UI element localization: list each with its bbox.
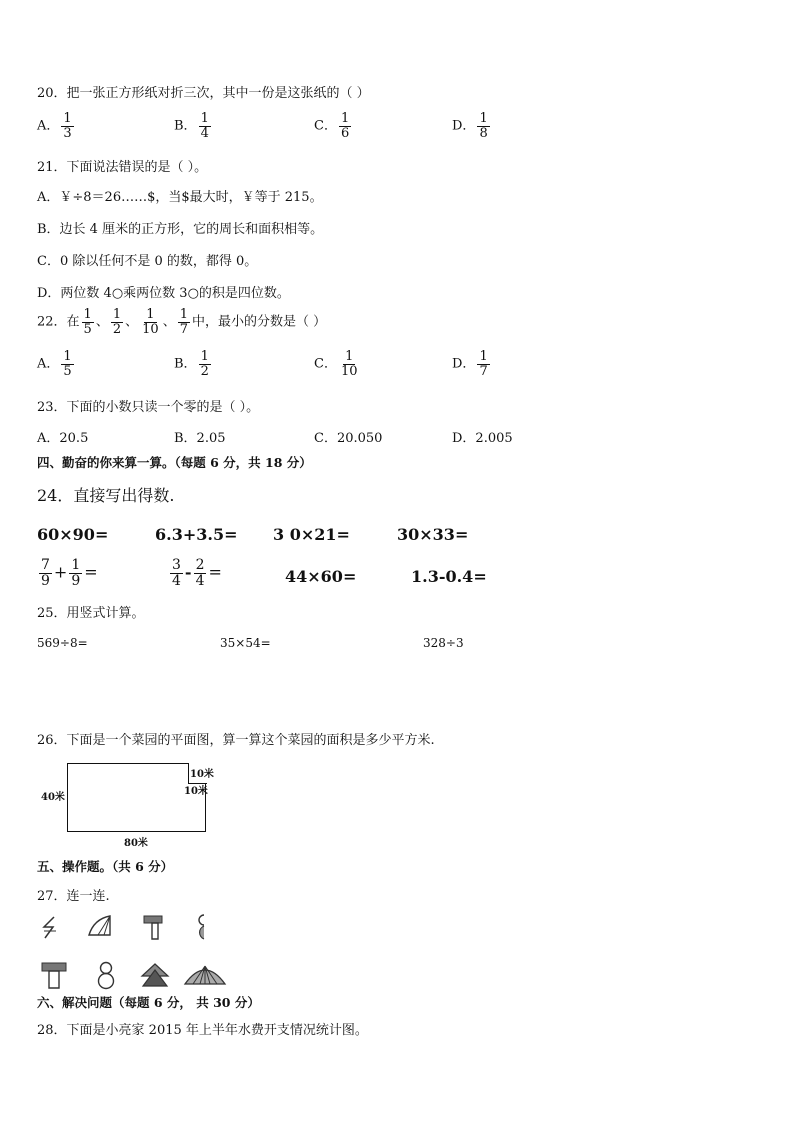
denominator: 9 (71, 572, 81, 589)
numerator: 1 (179, 307, 188, 322)
option-label: C． (314, 118, 337, 134)
denominator: 6 (340, 125, 350, 141)
numerator: 1 (200, 349, 209, 364)
denominator: 2 (112, 321, 122, 337)
garden-label-cut-top: 10米 (190, 769, 214, 780)
denominator: 4 (195, 572, 205, 589)
numerator: 2 (195, 557, 205, 573)
q22-option-c[interactable] (314, 350, 362, 378)
numerator: 1 (345, 349, 354, 364)
garden-label-left: 40米 (41, 792, 65, 803)
vertical-calc-item: 35×54= (220, 636, 271, 650)
separator: 、 (95, 314, 109, 330)
numerator: 1 (63, 349, 72, 364)
vertical-calc-item: 328÷3 (423, 636, 464, 650)
separator: 、 (125, 314, 139, 330)
q20-option-b[interactable] (174, 112, 213, 140)
fraction (477, 112, 489, 140)
umbrella-icon[interactable] (183, 962, 227, 988)
numerator: 1 (83, 307, 92, 322)
denominator: 4 (200, 125, 209, 141)
fraction (339, 112, 351, 140)
section-6-heading: 六、解决问题（每题 6 分， 共 30 分） (37, 995, 260, 1010)
denominator: 4 (172, 572, 181, 589)
q21-option-c[interactable]: C．0 除以任何不是 0 的数，都得 0。 (37, 254, 258, 269)
q22-option-a[interactable] (37, 350, 76, 378)
option-label: D． (452, 118, 476, 134)
q26-stem: 26．下面是一个菜园的平面图，算一算这个菜园的面积是多少平方米. (37, 733, 435, 748)
half-snowman-icon[interactable] (194, 913, 210, 941)
q20-option-a[interactable] (37, 112, 76, 140)
section-5-heading: 五、操作题。（共 6 分） (37, 859, 174, 874)
section-4-heading: 四、勤奋的你来算一算。（每题 6 分，共 18 分） (37, 455, 312, 470)
fraction (477, 350, 489, 378)
q23-option-d[interactable]: D．2.005 (452, 431, 513, 446)
numerator: 1 (340, 111, 350, 126)
denominator: 9 (41, 572, 50, 589)
q27-stem: 27．连一连. (37, 889, 110, 904)
option-label: D． (452, 356, 476, 372)
numerator: 1 (146, 307, 155, 322)
fraction (339, 350, 360, 378)
fraction (69, 558, 82, 588)
calc-item: 44×60= (285, 567, 357, 586)
q20-option-d[interactable] (452, 112, 492, 140)
q20-option-c[interactable] (314, 112, 353, 140)
numerator: 7 (41, 557, 50, 573)
garden-plan-rectangle (67, 763, 206, 832)
tent-pattern-icon[interactable] (140, 962, 170, 988)
option-label: A． (37, 356, 60, 372)
denominator: 2 (200, 363, 209, 379)
denominator: 3 (63, 125, 72, 141)
option-label: A． (37, 118, 60, 134)
fraction (178, 308, 190, 336)
q22-option-d[interactable] (452, 350, 492, 378)
denominator: 5 (83, 321, 92, 337)
q21-option-a[interactable]: A．￥÷8＝26……$，当$最大时，￥等于 215。 (37, 190, 323, 205)
q23-option-b[interactable]: B．2.05 (174, 431, 226, 446)
q23-option-c[interactable]: C．20.050 (314, 431, 383, 446)
garden-label-bottom: 80米 (124, 838, 148, 849)
fraction (170, 558, 183, 588)
option-label: C． (314, 356, 337, 372)
fraction (140, 308, 161, 336)
option-label: B． (174, 356, 197, 372)
q23-stem: 23．下面的小数只读一个零的是（ ）。 (37, 400, 260, 415)
q22-stem (37, 308, 326, 336)
q21-stem: 21．下面说法错误的是（ ）。 (37, 160, 208, 175)
numerator: 1 (200, 111, 209, 126)
denominator: 5 (63, 363, 72, 379)
fraction (194, 558, 207, 588)
separator: 、 (162, 314, 176, 330)
numerator: 1 (112, 307, 122, 322)
fraction (61, 350, 73, 378)
operator: + (53, 562, 68, 582)
option-label: B． (174, 118, 197, 134)
operator: - (184, 562, 192, 582)
fraction (199, 350, 211, 378)
equals: = (84, 562, 98, 582)
half-picture-zigzag-icon[interactable] (40, 915, 60, 941)
numerator: 1 (479, 349, 488, 364)
q21-option-d[interactable]: D．两位数 4○乘两位数 3○的积是四位数。 (37, 286, 290, 301)
equals: = (208, 562, 222, 582)
numerator: 1 (479, 111, 488, 126)
snowman-icon[interactable] (94, 960, 118, 990)
q22-option-b[interactable] (174, 350, 213, 378)
tree-icon[interactable] (40, 960, 68, 990)
denominator: 10 (340, 363, 358, 379)
numerator: 1 (71, 557, 81, 573)
calc-item: 60×90= (37, 525, 109, 544)
calc-item-fraction-sum (37, 558, 98, 588)
calc-item: 30×33= (397, 525, 469, 544)
fraction (82, 308, 94, 336)
calc-item: 3 0×21= (273, 525, 350, 544)
q25-stem: 25．用竖式计算。 (37, 606, 145, 621)
q22-suffix: 中，最小的分数是（ ） (191, 314, 327, 330)
q28-stem: 28．下面是小亮家 2015 年上半年水费开支情况统计图。 (37, 1023, 368, 1038)
fraction (199, 112, 211, 140)
numerator: 1 (63, 111, 72, 126)
half-tree-icon[interactable] (142, 913, 164, 941)
numerator: 3 (172, 557, 181, 573)
fraction (39, 558, 52, 588)
calc-item: 6.3+3.5= (155, 525, 238, 544)
denominator: 7 (479, 363, 488, 379)
fraction (61, 112, 73, 140)
vertical-calc-item: 569÷8= (37, 636, 88, 650)
denominator: 8 (479, 125, 488, 141)
garden-label-cut-side: 10米 (184, 786, 208, 797)
calc-item: 1.3-0.4= (411, 567, 487, 586)
q23-option-a[interactable]: A．20.5 (37, 431, 89, 446)
fraction (111, 308, 123, 336)
denominator: 10 (142, 321, 159, 337)
q22-prefix: 22．在 (37, 314, 80, 330)
q20-stem: 20．把一张正方形纸对折三次，其中一份是这张纸的（ ） (37, 86, 370, 101)
half-umbrella-icon[interactable] (86, 913, 114, 939)
q24-stem: 24．直接写出得数. (37, 486, 175, 505)
q21-option-b[interactable]: B．边长 4 厘米的正方形，它的周长和面积相等。 (37, 222, 324, 237)
calc-item-fraction-diff (168, 558, 222, 588)
denominator: 7 (179, 321, 188, 337)
